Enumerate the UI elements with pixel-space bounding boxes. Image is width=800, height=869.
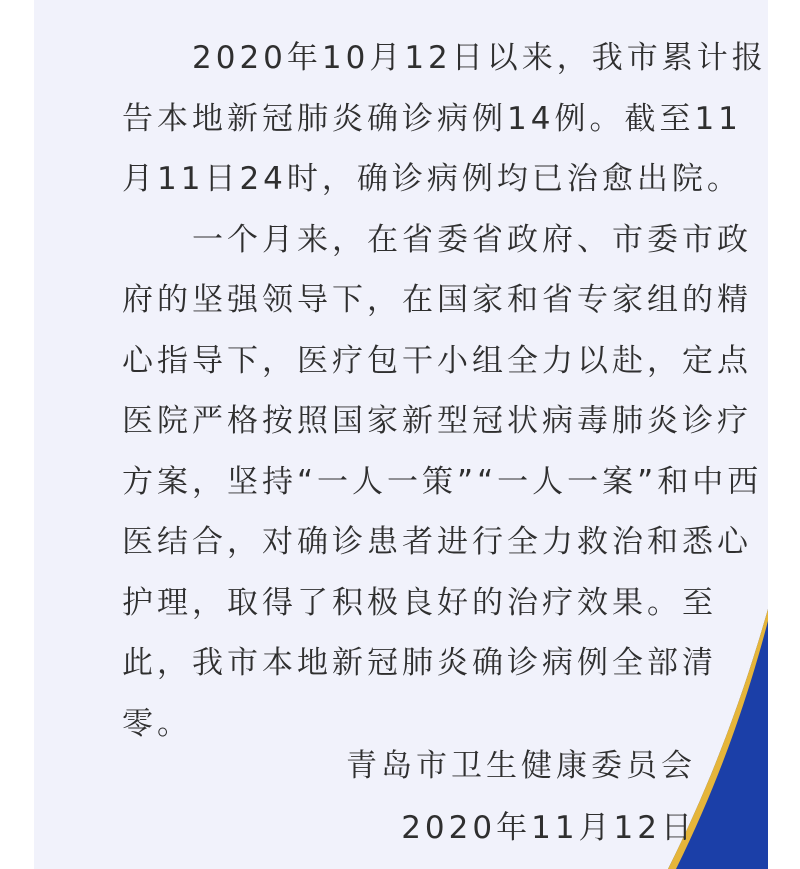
notice-body <box>122 28 768 754</box>
paragraph-2: 一个月来，在省委省政府、市委市政府的坚强领导下，在国家和省专家组的精心指导下，医疗包干小组全力以赴，定点医院严格按照国家新型冠状病毒肺炎诊疗方案，坚持“一人一策”“一人一案”和中西医结合，对确诊患者进行全力救治和悉心护理，取得了积极良好的治疗效果。至此，我市本地新冠肺炎确诊病例全部清零。 <box>122 221 763 742</box>
signature-organization: 青岛市卫生健康委员会 <box>346 748 696 784</box>
signature-date: 2020年11月12日 <box>401 810 696 846</box>
paragraph-1: 2020年10月12日以来，我市累计报告本地新冠肺炎确诊病例14例。截至11月11日24时，确诊病例均已治愈出院。 <box>122 40 767 197</box>
notice-card <box>34 0 768 869</box>
